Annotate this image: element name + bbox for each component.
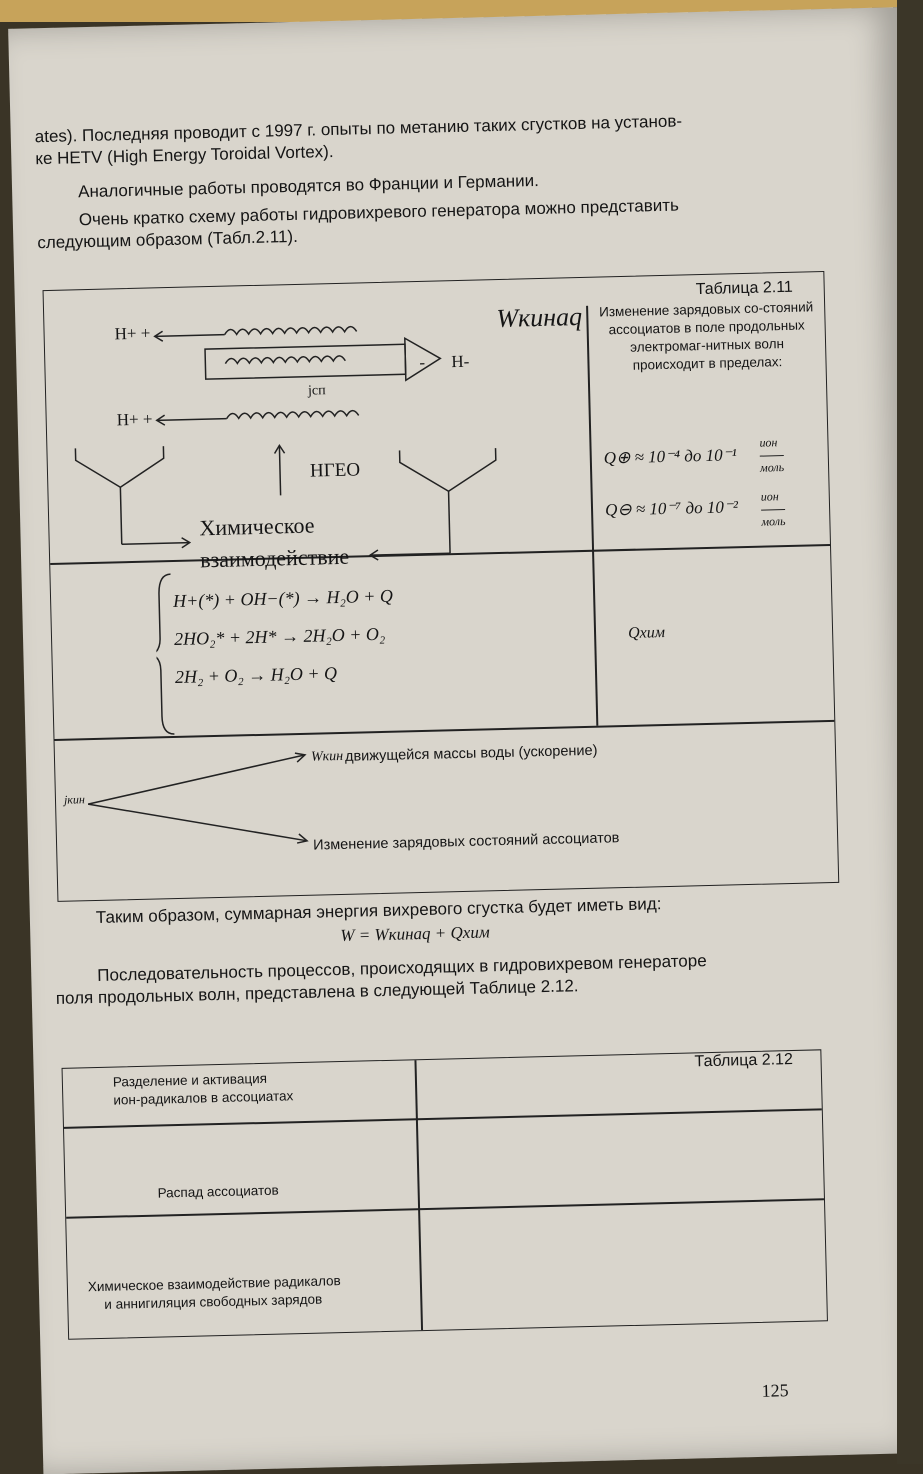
- sequence-line-2: поля продольных волн, представлена в следующей Таблице 2.12.: [55, 976, 579, 1008]
- q-plus-unit-den: моль: [760, 455, 785, 479]
- page-number: 125: [761, 1380, 789, 1401]
- reaction-3: 2H₂ + O₂ → H₂O + Q: [174, 663, 338, 687]
- book-right-edge: [897, 0, 923, 1464]
- q-chim-label: Qхим: [627, 624, 666, 642]
- para-line-1: ates). Последняя проводит с 1997 г. опыты по метанию таких сгустков на установ-: [34, 111, 683, 147]
- energy-text: Таким образом, суммарная энергия вихревого сгустка будет иметь вид:: [95, 894, 662, 927]
- table-2-12-caption: Таблица 2.12: [694, 1051, 794, 1071]
- w-kin-small: Wкин: [310, 748, 344, 765]
- para-line-2: ке HETV (High Energy Toroidal Vortex).: [35, 141, 334, 169]
- para-line-4: Очень кратко схему работы гидровихревого генератора можно представить: [78, 195, 680, 230]
- table-2-12: [62, 1049, 828, 1339]
- h-plus-top-label: H+ +: [114, 323, 151, 344]
- reaction-1: H+(*) + OH−(*) → H₂O + Q: [172, 585, 394, 612]
- h-geo-label: HГЕО: [309, 459, 361, 482]
- row-1-line-2: ион-радикалов в ассоциатах: [113, 1088, 294, 1108]
- para-line-5: следующим образом (Табл.2.11).: [37, 226, 299, 253]
- jsp-label: jсп: [307, 383, 326, 399]
- q-plus-unit-num: ион: [759, 435, 778, 450]
- table-divider: [64, 1108, 822, 1128]
- para-line-3: Аналогичные работы проводятся во Франции и Германии.: [77, 170, 540, 202]
- q-plus-range: Q⊕ ≈ 10⁻⁴ до 10⁻¹: [603, 445, 737, 468]
- q-minus-unit-den: моль: [761, 509, 786, 533]
- chem-interaction-l2: взаимодействие: [199, 543, 350, 573]
- q-minus-unit-num: ион: [760, 489, 779, 504]
- row-3-line-2: и аннигиляция свободных зарядов: [104, 1291, 323, 1312]
- w-kin-aq-label: Wкинaq: [496, 301, 583, 334]
- row-1-line-1: Разделение и активация: [112, 1070, 268, 1090]
- reaction-2: 2HO₂* + 2H* → 2H₂O + O₂: [173, 623, 386, 649]
- j-kin-label: jкин: [63, 792, 86, 807]
- book-page: [8, 7, 923, 1474]
- energy-formula: W = Wкинaq + Qхим: [340, 922, 490, 946]
- charge-states-text: Изменение зарядовых состояний ассоциатов: [312, 830, 620, 854]
- row-3-line-1: Химическое взаимодействие радикалов: [87, 1273, 341, 1295]
- h-minus-label: H-: [451, 351, 470, 372]
- water-motion-text: движущейся массы воды (ускорение): [344, 742, 598, 765]
- sequence-line-1: Последовательность процессов, происходящих в гидровихревом генераторе: [97, 951, 707, 985]
- row-2-line-1: Распад ассоциатов: [157, 1182, 279, 1201]
- chem-interaction-l1: Химическое: [199, 512, 315, 541]
- q-minus-range: Q⊖ ≈ 10⁻⁷ до 10⁻²: [604, 497, 739, 520]
- h-plus-bottom-label: H+ +: [116, 409, 153, 430]
- table-2-11-caption: Таблица 2.11: [695, 278, 794, 299]
- minus-label: -: [419, 352, 426, 372]
- table-2-11: [43, 271, 840, 902]
- table-divider: [414, 1060, 422, 1330]
- charge-change-text: Изменение зарядовых со-стояний ассоциатов в поле продольных электромаг-нитных волн происходит в пределах:: [598, 299, 814, 373]
